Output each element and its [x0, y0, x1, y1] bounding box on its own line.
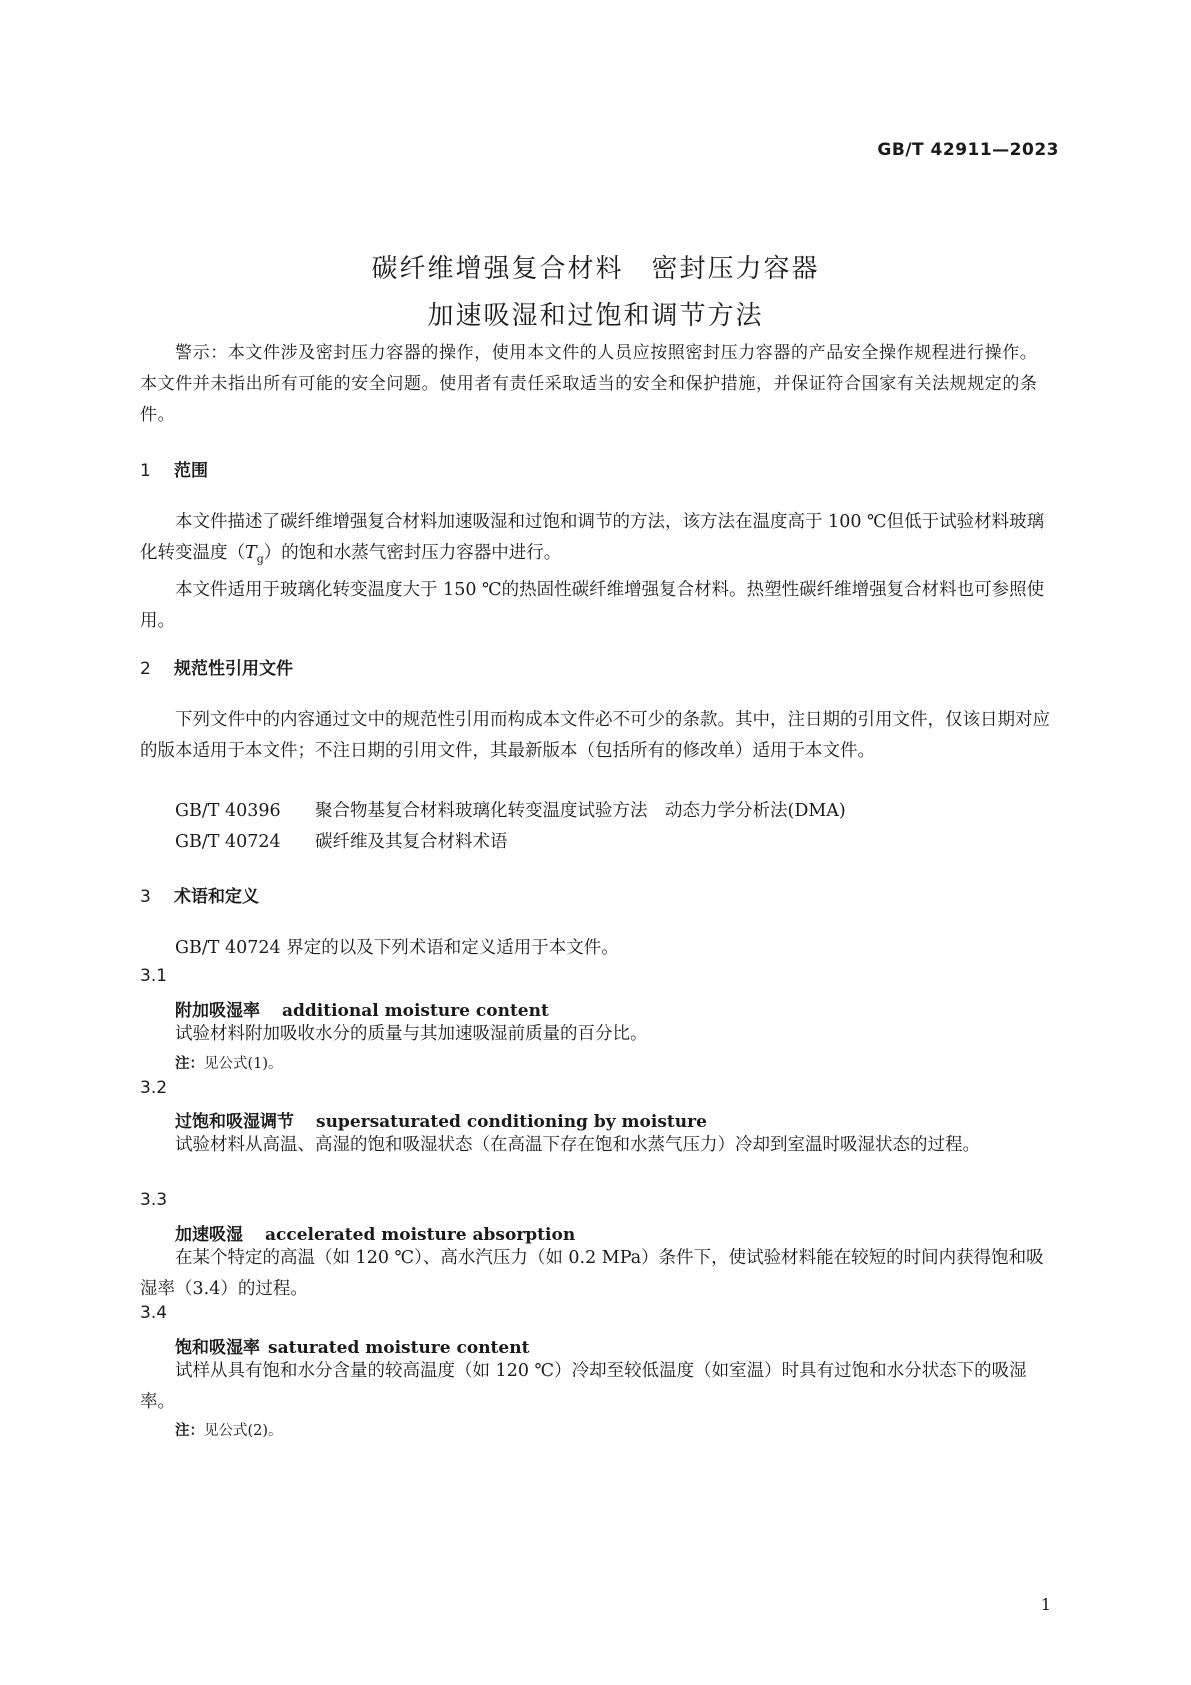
- term-definition: 试验材料从高温、高湿的饱和吸湿状态（在高温下存在饱和水蒸气压力）冷却到室温时吸湿状态的过程。: [175, 1135, 980, 1155]
- paragraph: 下列文件中的内容通过文中的规范性引用而构成本文件必不可少的条款。其中，注日期的引用文件，仅该日期对应的版本适用于本文件；不注日期的引用文件，其最新版本（包括所有的修改单）适用于本文件。: [140, 710, 1050, 761]
- section-3-heading: [140, 882, 259, 907]
- term-chinese: 饱和吸湿率: [175, 1338, 260, 1358]
- section-number: 2: [140, 659, 151, 679]
- section-title: 范围: [174, 461, 208, 481]
- term-english: additional moisture content: [282, 1001, 549, 1021]
- note-text: 见公式(1)。: [204, 1056, 283, 1072]
- warning-text: 警示：本文件涉及密封压力容器的操作，使用本文件的人员应按照密封压力容器的产品安全操作规程进行操作。本文件并未指出所有可能的安全问题。使用者有责任采取适当的安全和保护措施，并保证符合国家有关法规规定的条件。: [140, 343, 1038, 425]
- term-definition: 在某个特定的高温（如 120 ℃）、高水汽压力（如 0.2 MPa）条件下，使试验材料能在较短的时间内获得饱和吸湿率（3.4）的过程。: [140, 1248, 1044, 1299]
- section-title: 规范性引用文件: [174, 659, 293, 679]
- term-definition: 试样从具有饱和水分含量的较高温度（如 120 ℃）冷却至较低温度（如室温）时具有过饱和水分状态下的吸湿率。: [140, 1361, 1027, 1412]
- term-number: 3.1: [140, 966, 168, 986]
- note-label: 注：: [175, 1056, 204, 1072]
- section-1-heading: [140, 456, 208, 481]
- reference-title: 聚合物基复合材料玻璃化转变温度试验方法 动态力学分析法(DMA): [315, 801, 846, 821]
- reference-code: GB/T 40724: [175, 832, 281, 852]
- text-run: 本文件描述了碳纤维增强复合材料加速吸湿和过饱和调节的方法，该方法在温度高于 100 ℃但低于试验材料玻璃化转变温度（: [140, 512, 1045, 563]
- paragraph: 本文件适用于玻璃化转变温度大于 150 ℃的热固性碳纤维增强复合材料。热塑性碳纤维增强复合材料也可参照使用。: [140, 579, 1045, 631]
- term-chinese: 加速吸湿: [175, 1225, 243, 1245]
- section-2-body: [140, 705, 1052, 767]
- term-number: 3.2: [140, 1078, 168, 1098]
- note-label: 注：: [175, 1423, 204, 1439]
- section-3-intro: GB/T 40724 界定的以及下列术语和定义适用于本文件。: [175, 938, 619, 958]
- standard-code: GB/T 42911—2023: [877, 140, 1059, 160]
- section-2-heading: [140, 654, 293, 679]
- reference-item: [175, 828, 508, 853]
- term-chinese: 附加吸湿率: [175, 1001, 260, 1021]
- paragraph: [140, 507, 1052, 575]
- term-note: [175, 1052, 283, 1073]
- term-heading: [175, 1107, 707, 1132]
- symbol-subscript: g: [256, 552, 264, 566]
- term-definition: 试验材料附加吸收水分的质量与其加速吸湿前质量的百分比。: [175, 1024, 648, 1044]
- term-english: accelerated moisture absorption: [265, 1225, 576, 1245]
- term-heading: [175, 1333, 529, 1358]
- title-line-2: 加速吸湿和过饱和调节方法: [427, 301, 764, 331]
- term-number: 3.3: [140, 1190, 168, 1210]
- term-english: supersaturated conditioning by moisture: [316, 1112, 707, 1132]
- reference-code: GB/T 40396: [175, 801, 281, 821]
- term-english: saturated moisture content: [268, 1338, 530, 1358]
- term-note: [175, 1419, 283, 1440]
- reference-item: [175, 797, 846, 822]
- term-chinese: 过饱和吸湿调节: [175, 1112, 294, 1132]
- section-title: 术语和定义: [174, 887, 259, 907]
- term-heading: [175, 996, 549, 1021]
- term-heading: [175, 1220, 575, 1245]
- section-number: 1: [140, 461, 151, 481]
- note-text: 见公式(2)。: [204, 1423, 283, 1439]
- section-number: 3: [140, 887, 151, 907]
- symbol-t: T: [245, 543, 257, 563]
- reference-title: 碳纤维及其复合材料术语: [315, 832, 508, 852]
- title-line-1: 碳纤维增强复合材料 密封压力容器: [371, 254, 820, 284]
- text-run: ）的饱和水蒸气密封压力容器中进行。: [263, 543, 562, 563]
- section-1-body: [140, 507, 1052, 637]
- page-number: 1: [1040, 1595, 1051, 1614]
- term-number: 3.4: [140, 1303, 168, 1323]
